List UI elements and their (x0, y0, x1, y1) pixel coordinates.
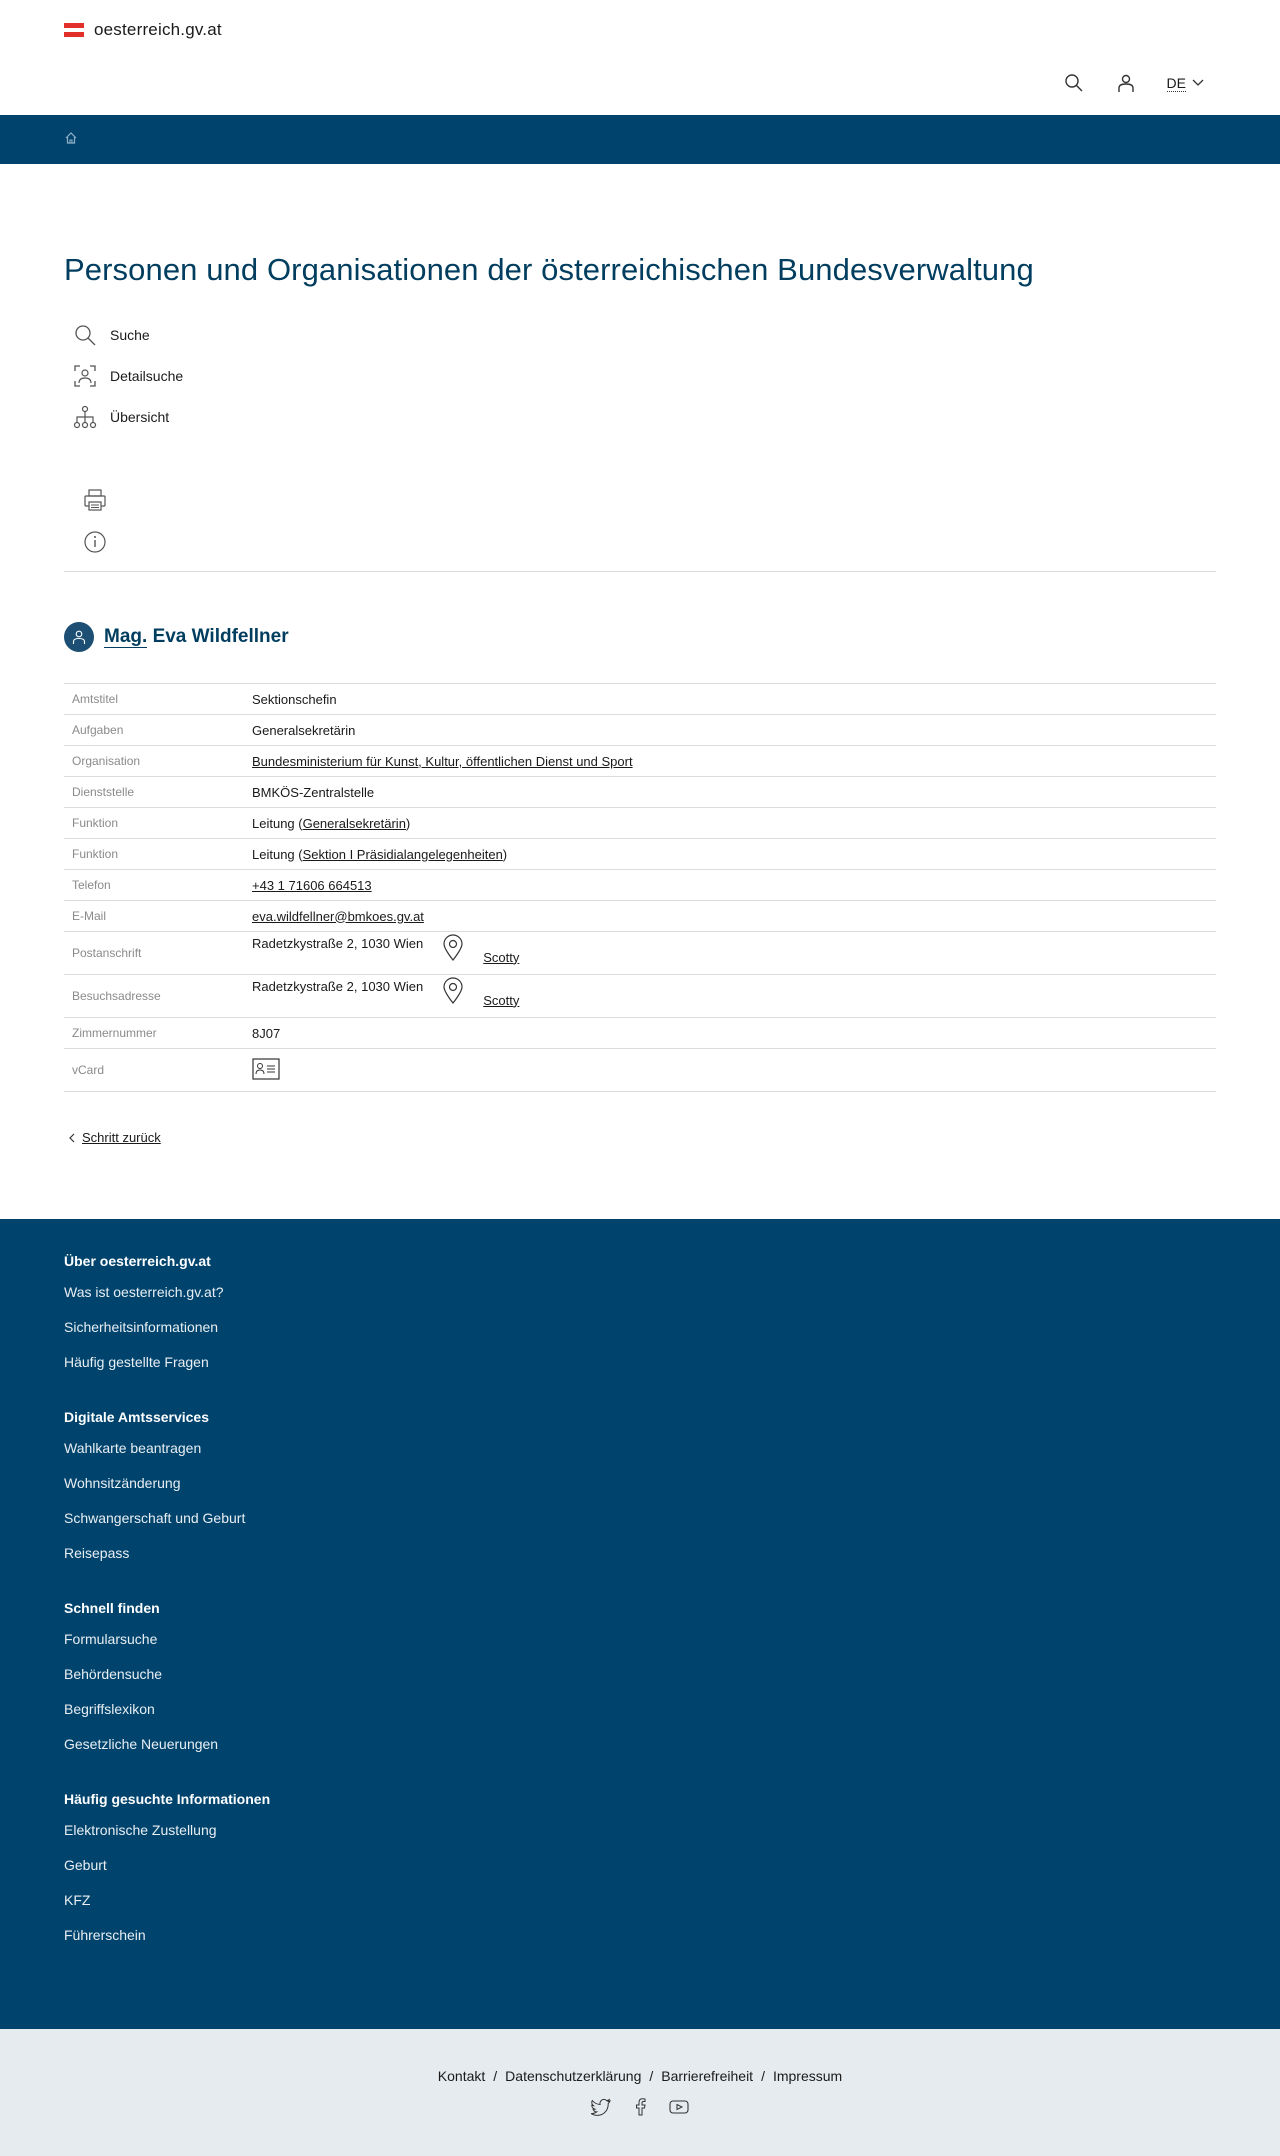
map-pin-icon (441, 934, 465, 962)
separator: / (761, 2068, 765, 2084)
sub-footer (0, 2029, 1280, 2156)
footer-section (64, 1791, 1216, 1960)
page-title: Personen und Organisationen der österreichischen Bundesverwaltung (64, 252, 1034, 287)
site-footer (0, 1219, 1280, 2029)
address-text: Radetzkystraße 2, 1030 Wien (252, 935, 424, 951)
footer-section-title: Über oesterreich.gv.at (64, 1253, 211, 1269)
home-icon[interactable] (64, 131, 80, 147)
twitter-icon[interactable] (591, 2096, 612, 2117)
visit-address (252, 978, 1208, 1008)
facebook-icon[interactable] (630, 2096, 651, 2117)
row-value: Sektionschefin (244, 684, 1216, 715)
footer-link[interactable]: Geburt (64, 1857, 107, 1873)
separator: / (493, 2068, 498, 2084)
function-suffix: ) (502, 846, 508, 862)
footer-link[interactable]: Führerschein (64, 1927, 146, 1943)
row-value (244, 808, 1216, 839)
footer-link[interactable]: Reisepass (64, 1545, 130, 1561)
chevron-left-icon (68, 1133, 76, 1143)
footer-section-title: Digitale Amtsservices (64, 1409, 209, 1425)
legal-link-datenschutz[interactable]: Datenschutzerklärung (505, 2068, 642, 2084)
social-links (0, 2096, 1280, 2117)
legal-link-barrierefreiheit[interactable]: Barrierefreiheit (661, 2068, 754, 2084)
nav-item-label: Detailsuche (110, 367, 184, 384)
postal-address (252, 935, 1208, 965)
language-selector[interactable] (1167, 75, 1204, 92)
function-prefix: Leitung ( (252, 815, 303, 831)
breadcrumb (0, 115, 1280, 164)
footer-link[interactable]: Formularsuche (64, 1631, 158, 1647)
table-row (64, 901, 1216, 932)
map-pin-icon (441, 977, 465, 1005)
row-value (244, 839, 1216, 870)
row-label: vCard (64, 1049, 244, 1092)
organisation-link[interactable]: Bundesministerium für Kunst, Kultur, öffentlichen Dienst und Sport (252, 753, 633, 769)
footer-section (64, 1600, 1216, 1769)
function-link-generalsekretaerin[interactable]: Generalsekretärin (302, 815, 406, 831)
footer-link[interactable]: Behördensuche (64, 1666, 163, 1682)
table-row (64, 684, 1216, 715)
chevron-down-icon (1192, 79, 1204, 87)
back-link[interactable] (64, 1130, 1216, 1145)
scotty-link[interactable]: Scotty (483, 992, 520, 1008)
table-row (64, 715, 1216, 746)
row-label: Aufgaben (64, 715, 244, 746)
table-row (64, 808, 1216, 839)
table-row (64, 975, 1216, 1018)
austria-flag-icon (64, 23, 84, 37)
search-icon (72, 322, 98, 348)
row-label: Dienststelle (64, 777, 244, 808)
header-tools (1063, 72, 1204, 94)
info-icon[interactable] (82, 529, 108, 555)
logo-text: oesterreich.gv.at (94, 20, 222, 39)
address-text: Radetzkystraße 2, 1030 Wien (252, 978, 424, 994)
nav-item-label: Suche (110, 326, 150, 343)
row-label: Zimmernummer (64, 1018, 244, 1049)
function-link-sektion[interactable]: Sektion I Präsidialangelegenheiten (302, 846, 503, 862)
vcard-icon[interactable] (252, 1058, 280, 1080)
print-icon[interactable] (82, 487, 108, 513)
person-heading (64, 622, 1216, 652)
function-suffix: ) (405, 815, 411, 831)
youtube-icon[interactable] (669, 2096, 690, 2117)
nav-item-uebersicht[interactable] (64, 396, 1216, 437)
person-info-table (64, 683, 1216, 1092)
row-label: Funktion (64, 808, 244, 839)
back-link-label[interactable]: Schritt zurück (82, 1130, 161, 1145)
search-nav (64, 314, 1216, 437)
row-label: Organisation (64, 746, 244, 777)
row-label: Funktion (64, 839, 244, 870)
table-row (64, 870, 1216, 901)
legal-links (0, 2068, 1280, 2084)
page-utilities (64, 487, 1216, 555)
footer-link[interactable]: Elektronische Zustellung (64, 1822, 217, 1838)
footer-link[interactable]: Wahlkarte beantragen (64, 1440, 202, 1456)
language-label: DE (1166, 74, 1186, 91)
nav-item-detailsuche[interactable] (64, 355, 1216, 396)
scotty-link[interactable]: Scotty (483, 949, 520, 965)
footer-section-title: Schnell finden (64, 1600, 160, 1616)
footer-link[interactable]: Gesetzliche Neuerungen (64, 1736, 219, 1752)
table-row (64, 746, 1216, 777)
person-avatar-icon (64, 622, 94, 652)
separator: / (649, 2068, 654, 2084)
table-row (64, 777, 1216, 808)
nav-item-suche[interactable] (64, 314, 1216, 355)
main-content (0, 252, 1280, 1145)
row-label: E-Mail (64, 901, 244, 932)
footer-link[interactable]: KFZ (64, 1892, 91, 1908)
function-prefix: Leitung ( (252, 846, 303, 862)
nav-item-label: Übersicht (110, 408, 170, 425)
table-row (64, 1018, 1216, 1049)
row-value: BMKÖS-Zentralstelle (244, 777, 1216, 808)
site-logo[interactable] (64, 20, 222, 40)
hierarchy-icon (72, 404, 98, 430)
email-link[interactable]: eva.wildfellner@bmkoes.gv.at (252, 908, 424, 924)
user-icon[interactable] (1115, 72, 1137, 94)
site-header (0, 0, 1280, 115)
search-icon[interactable] (1063, 72, 1085, 94)
footer-link[interactable]: Wohnsitzänderung (64, 1475, 181, 1491)
person-full-name: Eva Wildfellner (152, 626, 289, 647)
footer-link[interactable]: Häufig gestellte Fragen (64, 1354, 209, 1370)
footer-section-title: Häufig gesuchte Informationen (64, 1791, 271, 1807)
row-label: Postanschrift (64, 932, 244, 975)
footer-link[interactable]: Was ist oesterreich.gv.at? (64, 1284, 224, 1300)
row-label: Besuchsadresse (64, 975, 244, 1018)
table-row (64, 1049, 1216, 1092)
footer-link[interactable]: Schwangerschaft und Geburt (64, 1510, 246, 1526)
table-row (64, 839, 1216, 870)
legal-link-kontakt[interactable]: Kontakt (437, 2068, 486, 2084)
footer-link[interactable]: Sicherheitsinformationen (64, 1319, 219, 1335)
divider (64, 571, 1216, 572)
row-value: 8J07 (244, 1018, 1216, 1049)
row-value: Generalsekretärin (244, 715, 1216, 746)
phone-link[interactable]: +43 1 71606 664513 (252, 877, 372, 893)
table-row (64, 932, 1216, 975)
person-academic-title: Mag. (104, 626, 148, 647)
footer-link[interactable]: Begriffslexikon (64, 1701, 155, 1717)
footer-section (64, 1409, 1216, 1578)
detail-search-icon (72, 363, 98, 389)
row-label: Telefon (64, 870, 244, 901)
footer-section (64, 1253, 1216, 1387)
person-name (104, 626, 289, 648)
row-label: Amtstitel (64, 684, 244, 715)
legal-link-impressum[interactable]: Impressum (772, 2068, 843, 2084)
